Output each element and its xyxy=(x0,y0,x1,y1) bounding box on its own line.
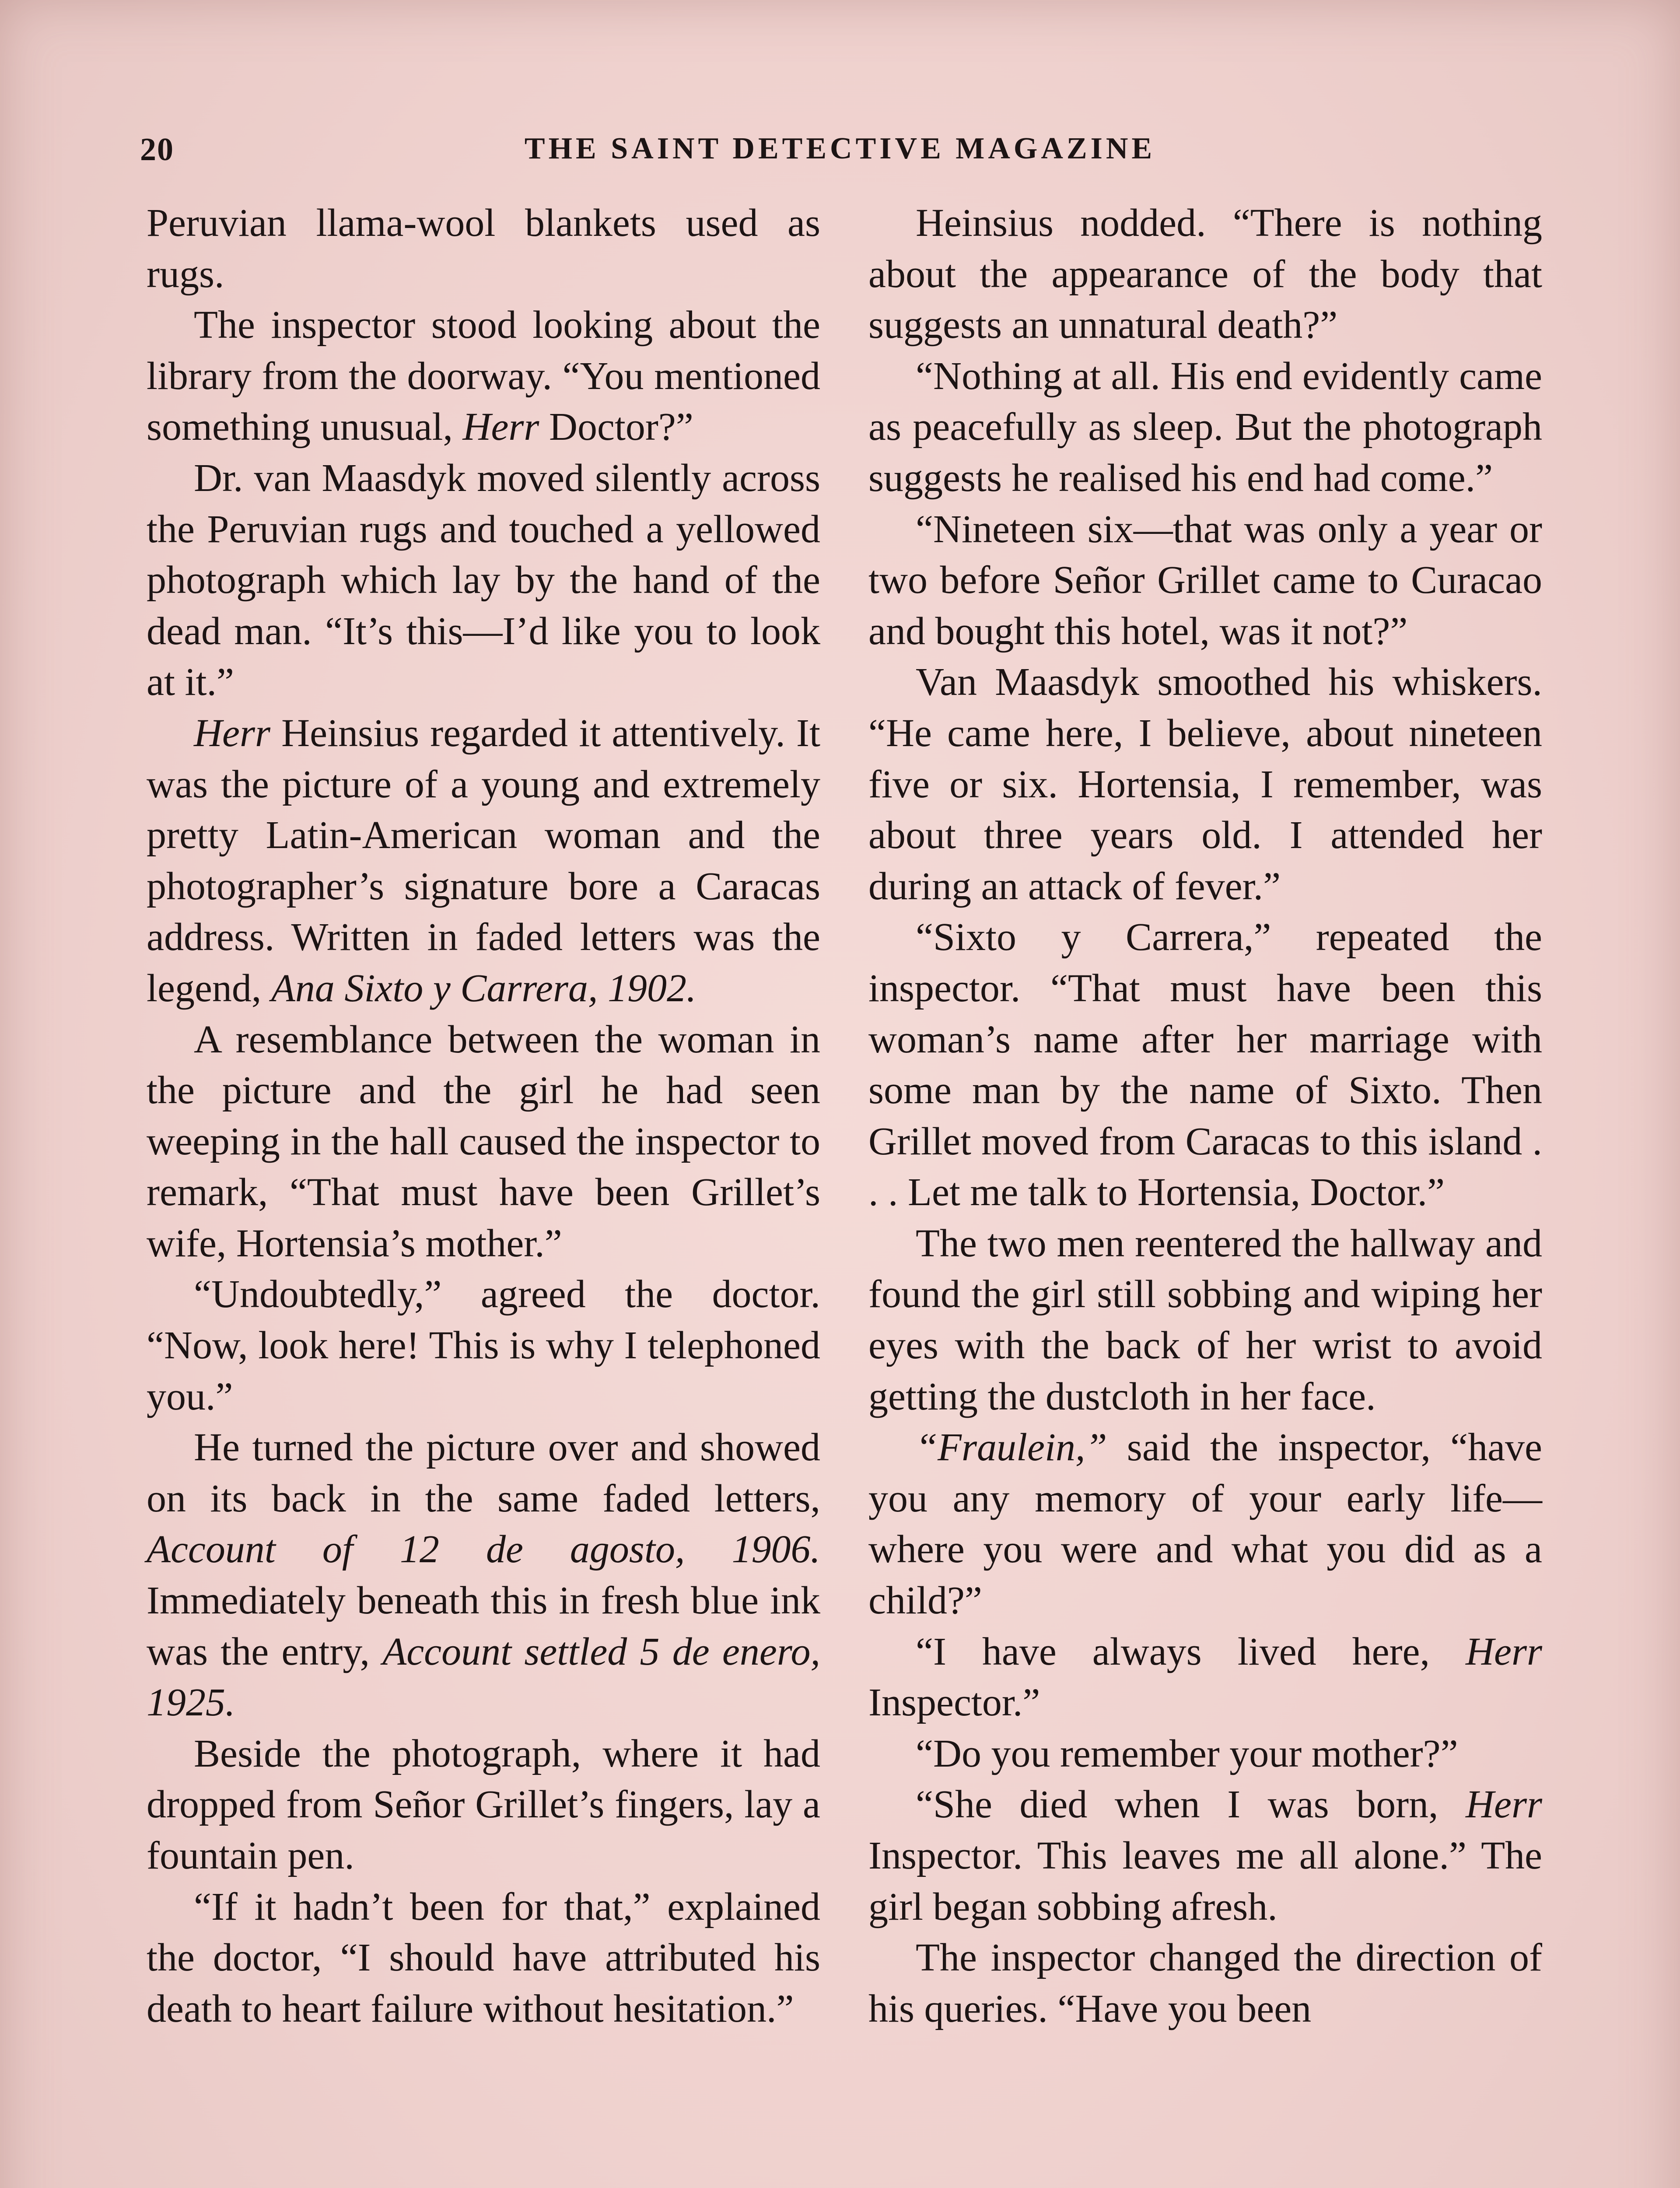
paragraph-text: “Undoubtedly,” agreed the doctor. “Now, look here! This is why I telephoned you.” xyxy=(147,1273,820,1418)
paragraph-text: “I have always lived here, xyxy=(916,1630,1466,1673)
paragraph-text: Van Maasdyk smoothed his whiskers. “He came here, I believe, about nineteen five or six. Hortensia, I remember, was about three years old. I attended her during an attack of fever.” xyxy=(868,660,1542,908)
paragraph-text: The inspector stood looking about the library from the doorway. “You mentioned something unusual, xyxy=(147,303,820,449)
paragraph-text: Doctor?” xyxy=(539,405,693,449)
italic-text: Herr xyxy=(1466,1630,1542,1673)
paragraph-text: Inspector. This leaves me all alone.” The girl began sobbing afresh. xyxy=(868,1834,1542,1929)
italic-text: Account of 12 de agosto, 1906. xyxy=(147,1528,820,1571)
paragraph-text: Heinsius regarded it attentively. It was the picture of a young and extremely pretty Latin-American woman and the photographer’s signature bore a Caracas address. Written in faded letters was the legend, xyxy=(147,711,820,1010)
paragraph-text: “Nineteen six—that was only a year or two before Señor Grillet came to Curacao and bought this hotel, was it not?” xyxy=(868,507,1542,653)
page-header xyxy=(140,131,1540,171)
paragraph-text: Immediately beneath this in fresh blue ink was the entry, xyxy=(147,1579,820,1673)
paragraph xyxy=(868,504,1542,657)
paragraph xyxy=(147,300,820,453)
paragraph-text: “Nothing at all. His end evidently came as peacefully as sleep. But the photograph suggests he realised his end had come.” xyxy=(868,354,1542,500)
paragraph xyxy=(147,198,820,300)
paragraph xyxy=(868,198,1542,351)
paragraph-text: The inspector changed the direction of his queries. “Have you been xyxy=(868,1936,1542,2030)
italic-text: Herr xyxy=(462,405,539,449)
page-number: 20 xyxy=(140,132,174,168)
paragraph xyxy=(868,912,1542,1218)
italic-text: Ana Sixto y Carrera, 1902. xyxy=(271,966,696,1010)
paragraph-text: “Do you remember your mother?” xyxy=(916,1732,1458,1775)
italic-text: Herr xyxy=(1466,1783,1542,1827)
paragraph-text: He turned the picture over and showed on its back in the same faded letters, xyxy=(147,1426,820,1520)
paragraph-text: “She died when I was born, xyxy=(916,1783,1466,1827)
paragraph xyxy=(868,351,1542,504)
paragraph-text: Peruvian llama-wool blankets used as rugs. xyxy=(147,201,820,296)
paragraph xyxy=(147,1014,820,1269)
paragraph-text: Heinsius nodded. “There is nothing about the appearance of the body that suggests an unnatural death?” xyxy=(868,201,1542,347)
italic-text: Account settled 5 de enero, 1925. xyxy=(147,1630,821,1725)
paragraph-text: Inspector.” xyxy=(868,1681,1040,1725)
paragraph-text: Beside the photograph, where it had dropped from Señor Grillet’s fingers, lay a fountain pen. xyxy=(147,1732,820,1877)
paragraph-text: Dr. van Maasdyk moved silently across the Peruvian rugs and touched a yellowed photograph which lay by the hand of the dead man. “It’s this—I’d like you to look at it.” xyxy=(147,456,820,704)
paragraph xyxy=(868,1218,1542,1422)
italic-text: Herr xyxy=(194,711,270,755)
paragraph xyxy=(147,1422,820,1729)
left-column xyxy=(147,198,820,2034)
paragraph-text: said the inspector, “have you any memory of your early life—where you were and what you did as a child?” xyxy=(868,1426,1542,1623)
paragraph xyxy=(868,1729,1542,1780)
paragraph-text: “Sixto y Carrera,” repeated the inspector. “That must have been this woman’s name after her marriage with some man by the name of Sixto. Then Grillet moved from Caracas to this island . . . Let me talk to Hortensia, Doctor.” xyxy=(868,915,1542,1214)
paragraph xyxy=(147,708,820,1014)
paragraph-text: “If it hadn’t been for that,” explained the doctor, “I should have attributed his death to heart failure without hesitation.” xyxy=(147,1885,820,2030)
paragraph-text: The two men reentered the hallway and found the girl still sobbing and wiping her eyes with the back of her wrist to avoid getting the dustcloth in her face. xyxy=(868,1221,1542,1418)
right-column xyxy=(868,198,1542,2034)
paragraph xyxy=(147,1269,820,1422)
paragraph xyxy=(147,453,820,708)
paragraph xyxy=(147,1729,820,1882)
paragraph xyxy=(147,1882,820,2035)
paragraph xyxy=(868,657,1542,912)
paragraph xyxy=(868,1422,1542,1626)
italic-text: “Fraulein,” xyxy=(916,1426,1107,1469)
paragraph xyxy=(868,1932,1542,2034)
paragraph xyxy=(868,1627,1542,1729)
paragraph xyxy=(868,1779,1542,1932)
paragraph-text: A resemblance between the woman in the picture and the girl he had seen weeping in the hall caused the inspector to remark, “That must have been Grillet’s wife, Hortensia’s mother.” xyxy=(147,1017,820,1265)
running-title: THE SAINT DETECTIVE MAGAZINE xyxy=(524,132,1156,165)
